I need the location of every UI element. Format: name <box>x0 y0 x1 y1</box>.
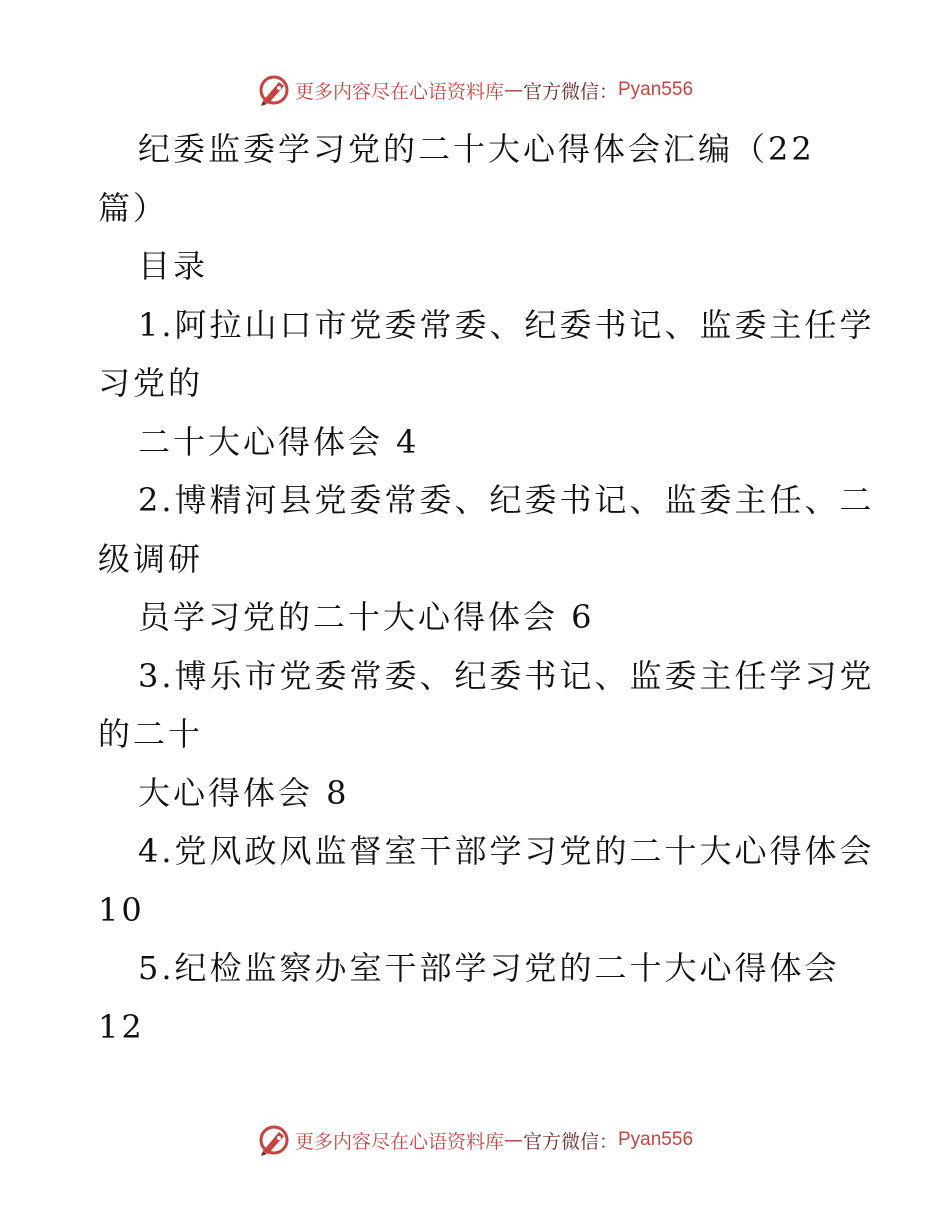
toc-entry-5-line-1[interactable]: 5.纪检监察办室干部学习党的二十大心得体会 <box>138 949 840 987</box>
banner-dash: — <box>503 1129 523 1151</box>
banner-wechat-id: Pyan556 <box>618 79 694 100</box>
toc-entry-1-line-2[interactable]: 习党的 <box>98 364 204 402</box>
banner-text: 更多内容尽在心语资料库 <box>294 80 504 103</box>
banner-wechat-label: 官方微信： <box>522 80 618 103</box>
toc-entry-1-line-1[interactable]: 1.阿拉山口市党委常委、纪委书记、监委主任学 <box>138 305 875 344</box>
toc-entry-1-line-3[interactable]: 二十大心得体会 4 <box>138 422 420 461</box>
toc-entry-3-line-1[interactable]: 3.博乐市党委常委、纪委书记、监委主任学习党 <box>138 656 875 695</box>
doc-title-line-2: 篇） <box>98 188 169 227</box>
toc-entry-3-line-3[interactable]: 大心得体会 8 <box>138 773 350 812</box>
toc-entry-2-line-2[interactable]: 级调研 <box>98 539 204 578</box>
banner-dash: — <box>503 79 523 101</box>
pen-logo-icon <box>257 73 291 107</box>
header-watermark-banner <box>0 70 950 110</box>
banner-text: 更多内容尽在心语资料库 <box>294 1130 504 1153</box>
footer-watermark-banner <box>0 1120 950 1160</box>
toc-entry-4-line-2[interactable]: 10 <box>98 890 145 929</box>
doc-title-line-1: 纪委监委学习党的二十大心得体会汇编（22 <box>138 130 815 168</box>
banner-wechat-id: Pyan556 <box>618 1129 694 1150</box>
toc-heading: 目录 <box>138 247 209 285</box>
toc-entry-3-line-2[interactable]: 的二十 <box>98 715 204 753</box>
banner-wechat-label: 官方微信： <box>522 1130 618 1153</box>
toc-entry-4-line-1[interactable]: 4.党风政风监督室干部学习党的二十大心得体会 <box>138 832 875 870</box>
document-body <box>98 120 875 1056</box>
toc-entry-5-line-2[interactable]: 12 <box>98 1007 145 1046</box>
toc-entry-2-line-3[interactable]: 员学习党的二十大心得体会 6 <box>138 598 595 636</box>
toc-entry-2-line-1[interactable]: 2.博精河县党委常委、纪委书记、监委主任、二 <box>138 481 875 519</box>
pen-logo-icon <box>257 1123 291 1157</box>
